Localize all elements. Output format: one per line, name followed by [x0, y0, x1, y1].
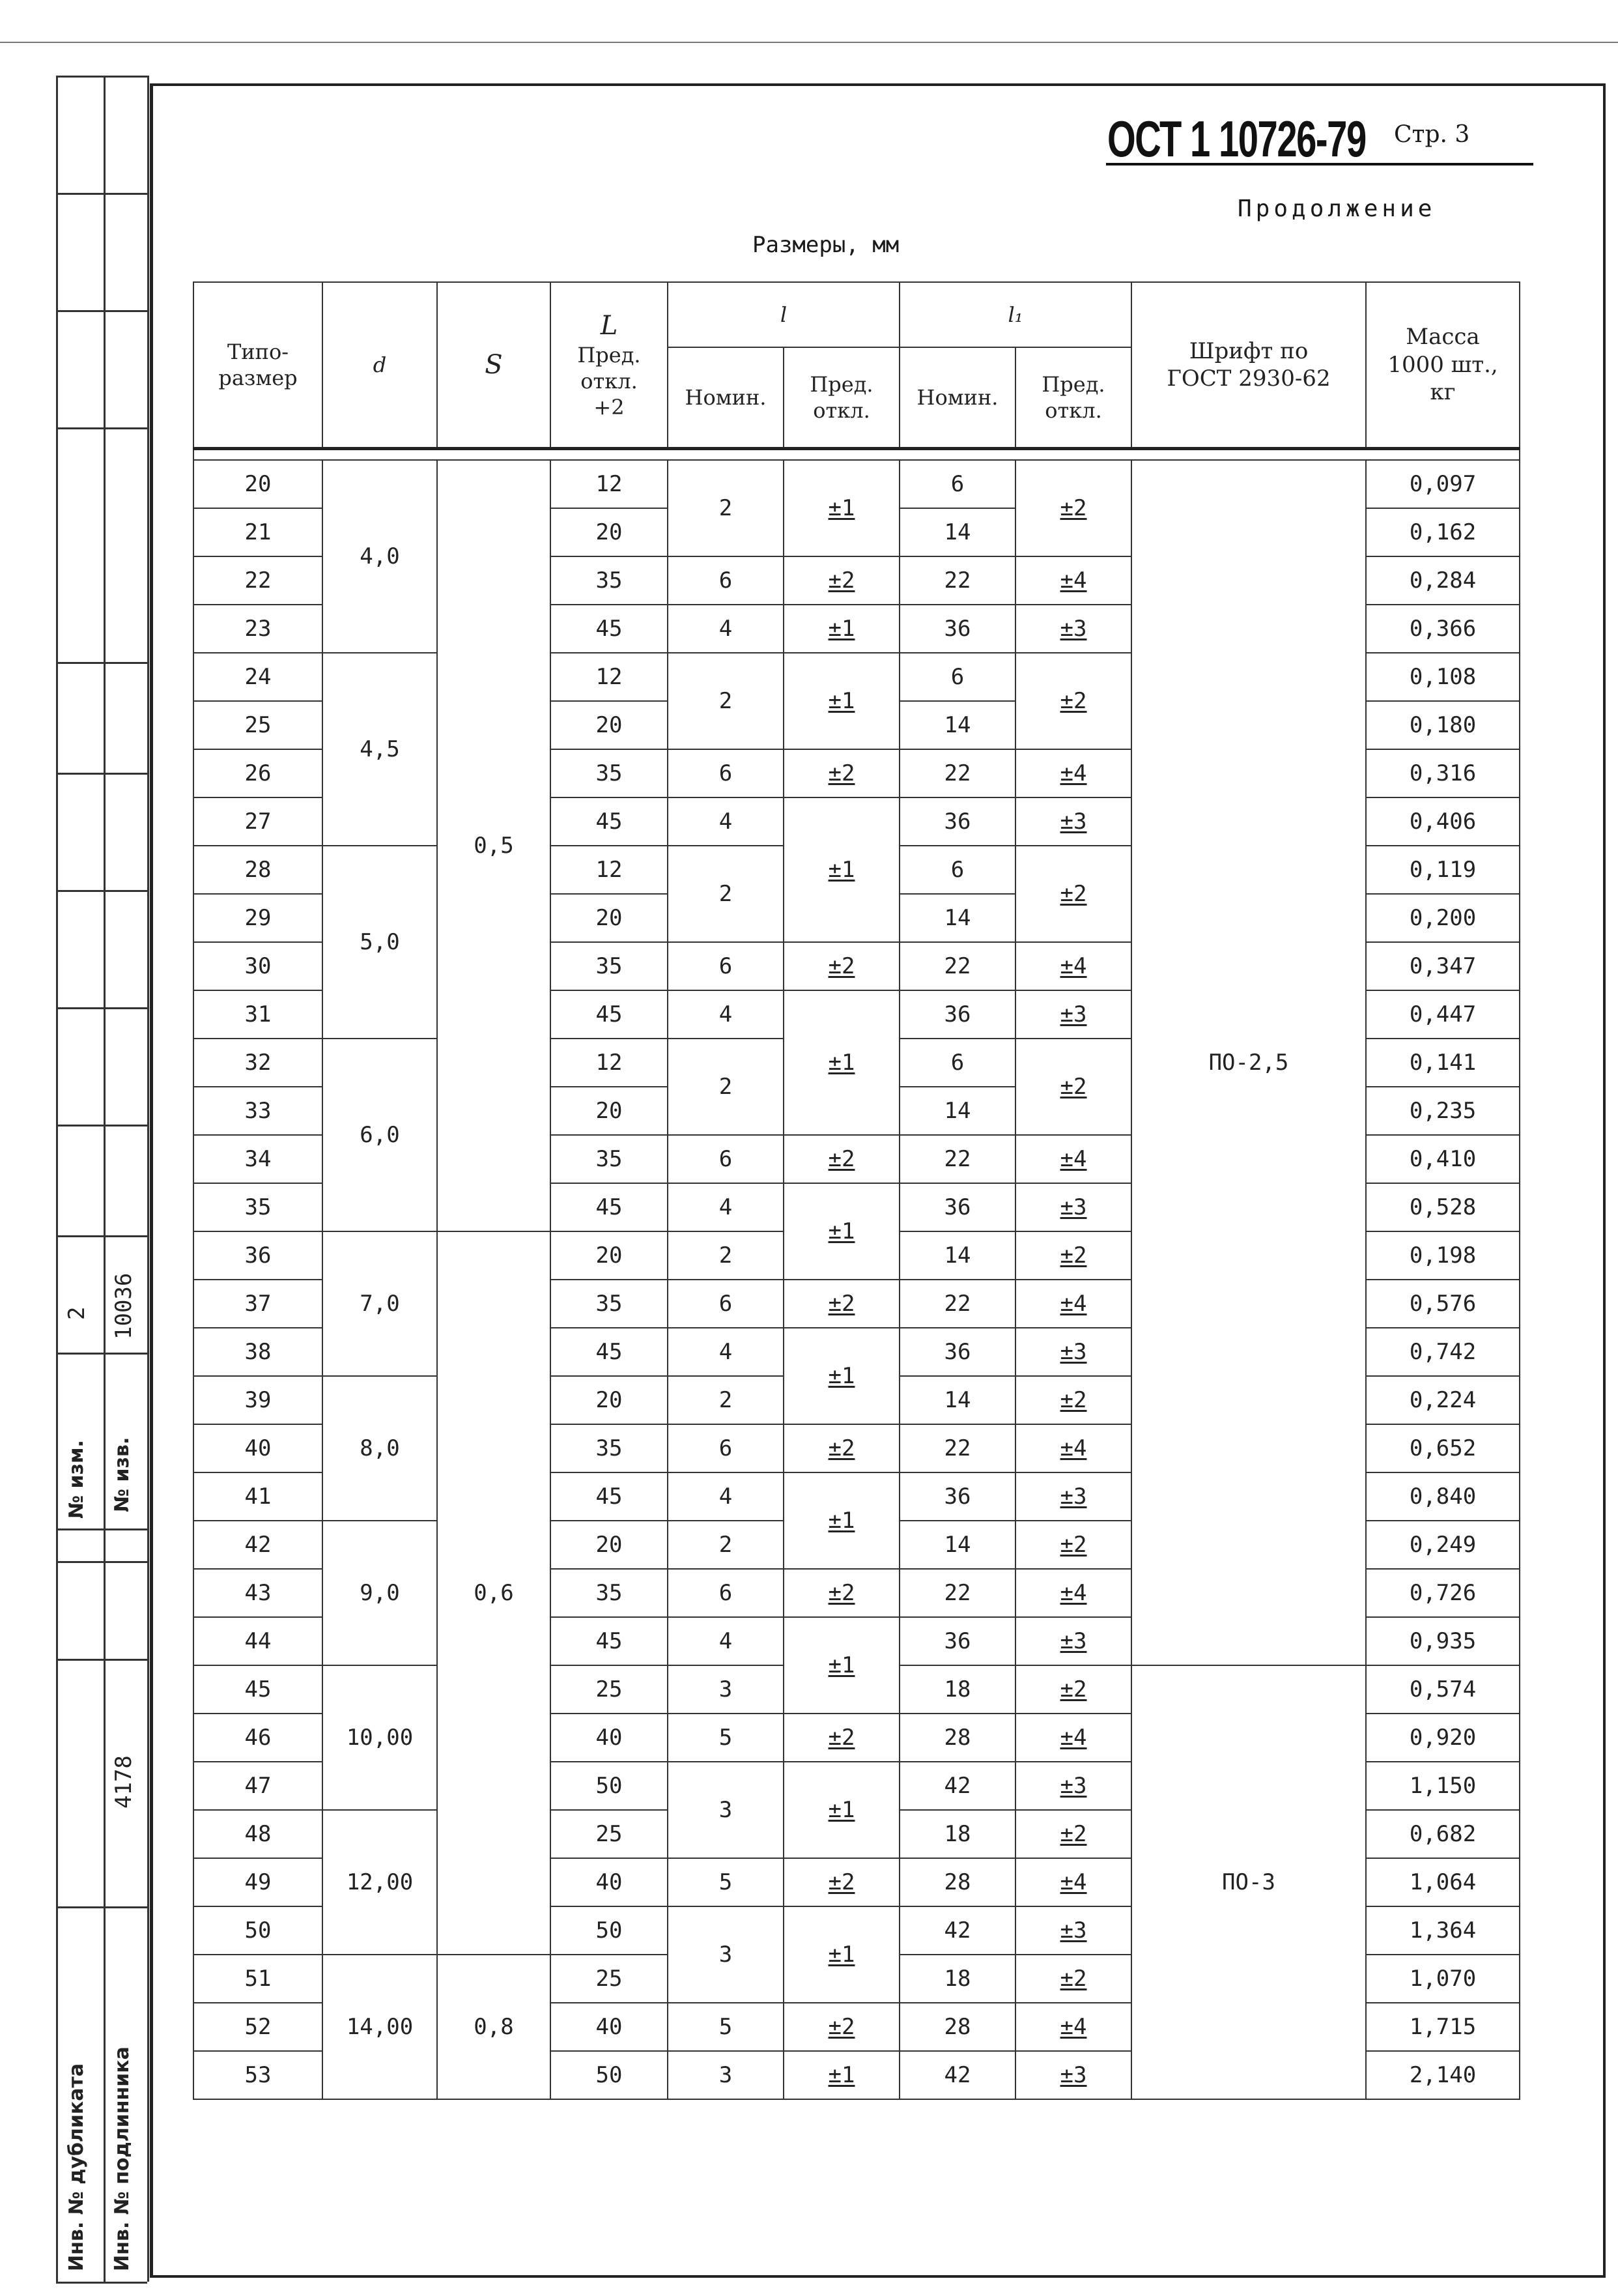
cell-type-size: 41 — [193, 1472, 322, 1521]
cell-l1-nominal: 14 — [900, 508, 1015, 556]
cell-l1-deviation: ±3 — [1015, 1762, 1131, 1810]
cell-l-nominal: 4 — [668, 1328, 784, 1376]
cell-type-size: 51 — [193, 1955, 322, 2003]
cell-l-nominal: 2 — [668, 460, 784, 556]
cell-l1-nominal: 28 — [900, 1858, 1015, 1906]
cell-L: 35 — [550, 1280, 668, 1328]
cell-l-deviation: ±2 — [784, 1424, 900, 1472]
notice-number: 10036 — [111, 1272, 137, 1340]
cell-l-deviation: ±2 — [784, 942, 900, 990]
cell-l1-nominal: 6 — [900, 653, 1015, 701]
cell-L: 35 — [550, 942, 668, 990]
cell-mass: 2,140 — [1366, 2051, 1520, 2099]
cell-L: 50 — [550, 1762, 668, 1810]
cell-type-size: 22 — [193, 556, 322, 605]
cell-L: 40 — [550, 2003, 668, 2051]
cell-mass: 0,347 — [1366, 942, 1520, 990]
cell-l1-nominal: 18 — [900, 1955, 1015, 2003]
cell-type-size: 39 — [193, 1376, 322, 1424]
cell-l-nominal: 4 — [668, 797, 784, 846]
cell-d: 14,00 — [322, 1955, 437, 2099]
cell-mass: 1,364 — [1366, 1906, 1520, 1955]
cell-l1-deviation: ±4 — [1015, 556, 1131, 605]
cell-l1-nominal: 28 — [900, 2003, 1015, 2051]
cell-d: 5,0 — [322, 846, 437, 1039]
cell-mass: 0,528 — [1366, 1183, 1520, 1231]
cell-l1-nominal: 36 — [900, 605, 1015, 653]
cell-d: 7,0 — [322, 1231, 437, 1376]
cell-L: 12 — [550, 846, 668, 894]
cell-l1-deviation: ±2 — [1015, 653, 1131, 749]
cell-d: 9,0 — [322, 1521, 437, 1665]
cell-l1-nominal: 6 — [900, 460, 1015, 508]
cell-l1-deviation: ±4 — [1015, 1714, 1131, 1762]
cell-l-deviation: ±1 — [784, 605, 900, 653]
cell-mass: 1,150 — [1366, 1762, 1520, 1810]
cell-l1-nominal: 14 — [900, 1376, 1015, 1424]
cell-mass: 0,840 — [1366, 1472, 1520, 1521]
cell-L: 20 — [550, 701, 668, 749]
cell-l-deviation: ±2 — [784, 2003, 900, 2051]
header-l1: l₁ — [900, 282, 1131, 347]
cell-l1-nominal: 18 — [900, 1810, 1015, 1858]
cell-l1-nominal: 22 — [900, 1280, 1015, 1328]
cell-l-nominal: 6 — [668, 556, 784, 605]
cell-l1-deviation: ±3 — [1015, 1617, 1131, 1665]
cell-mass: 0,284 — [1366, 556, 1520, 605]
cell-l-deviation: ±2 — [784, 1135, 900, 1183]
cell-type-size: 34 — [193, 1135, 322, 1183]
cell-type-size: 48 — [193, 1810, 322, 1858]
header-L-tolerance: Пред. откл. +2 — [577, 343, 641, 420]
cell-type-size: 25 — [193, 701, 322, 749]
cell-l-nominal: 6 — [668, 1280, 784, 1328]
sidebar-rule — [56, 193, 147, 195]
cell-type-size: 36 — [193, 1231, 322, 1280]
cell-s: 0,8 — [437, 1955, 550, 2099]
cell-l1-nominal: 14 — [900, 1521, 1015, 1569]
cell-l1-deviation: ±2 — [1015, 1810, 1131, 1858]
cell-mass: 0,935 — [1366, 1617, 1520, 1665]
cell-L: 50 — [550, 1906, 668, 1955]
change-number: 2 — [64, 1306, 90, 1320]
duplicate-inventory-label: Инв. № дубликата — [65, 2063, 88, 2271]
cell-L: 20 — [550, 508, 668, 556]
cell-L: 45 — [550, 1183, 668, 1231]
cell-l-deviation: ±1 — [784, 1472, 900, 1569]
cell-L: 20 — [550, 894, 668, 942]
sidebar-column-2 — [102, 76, 149, 2282]
cell-type-size: 28 — [193, 846, 322, 894]
sidebar-rule — [56, 1561, 147, 1563]
cell-l1-nominal: 36 — [900, 990, 1015, 1039]
cell-L: 12 — [550, 653, 668, 701]
cell-type-size: 35 — [193, 1183, 322, 1231]
continuation-label: Продолжение — [1238, 195, 1436, 222]
cell-l1-deviation: ±4 — [1015, 1569, 1131, 1617]
cell-l1-nominal: 22 — [900, 942, 1015, 990]
sidebar-rule — [56, 773, 147, 775]
cell-l1-deviation: ±4 — [1015, 749, 1131, 797]
cell-l-deviation: ±1 — [784, 1906, 900, 2003]
cell-L: 12 — [550, 460, 668, 508]
table-row — [193, 460, 1520, 508]
cell-type-size: 44 — [193, 1617, 322, 1665]
archive-sidebar — [56, 76, 147, 2282]
cell-type-size: 52 — [193, 2003, 322, 2051]
cell-l1-deviation: ±3 — [1015, 605, 1131, 653]
cell-l-deviation: ±2 — [784, 1569, 900, 1617]
cell-l1-deviation: ±2 — [1015, 1039, 1131, 1135]
cell-L: 35 — [550, 1424, 668, 1472]
cell-l1-deviation: ±3 — [1015, 1906, 1131, 1955]
cell-l-nominal: 2 — [668, 1231, 784, 1280]
document-code: ОСТ 1 10726-79 — [1107, 110, 1366, 167]
cell-l-nominal: 3 — [668, 1762, 784, 1858]
cell-mass: 0,652 — [1366, 1424, 1520, 1472]
cell-l1-deviation: ±2 — [1015, 1665, 1131, 1714]
cell-l-deviation: ±1 — [784, 653, 900, 749]
sidebar-rule — [56, 1007, 147, 1009]
cell-L: 35 — [550, 556, 668, 605]
cell-L: 35 — [550, 1135, 668, 1183]
cell-l-deviation: ±1 — [784, 2051, 900, 2099]
cell-type-size: 38 — [193, 1328, 322, 1376]
cell-L: 45 — [550, 990, 668, 1039]
cell-mass: 1,070 — [1366, 1955, 1520, 2003]
cell-l-nominal: 4 — [668, 1472, 784, 1521]
header-font: Шрифт по ГОСТ 2930-62 — [1131, 282, 1366, 449]
cell-mass: 0,410 — [1366, 1135, 1520, 1183]
cell-l-nominal: 4 — [668, 605, 784, 653]
cell-type-size: 40 — [193, 1424, 322, 1472]
cell-l-deviation: ±2 — [784, 749, 900, 797]
cell-mass: 0,108 — [1366, 653, 1520, 701]
cell-l-nominal: 3 — [668, 1665, 784, 1714]
header-separator — [193, 449, 1520, 461]
cell-mass: 0,200 — [1366, 894, 1520, 942]
cell-type-size: 42 — [193, 1521, 322, 1569]
header-l1-deviation: Пред. откл. — [1015, 347, 1131, 449]
scan-top-rule — [0, 42, 1618, 43]
cell-s: 0,5 — [437, 460, 550, 1231]
cell-type-size: 45 — [193, 1665, 322, 1714]
cell-l1-nominal: 36 — [900, 1328, 1015, 1376]
cell-font: ПО-3 — [1131, 1665, 1366, 2099]
cell-l-nominal: 2 — [668, 1521, 784, 1569]
cell-l1-nominal: 18 — [900, 1665, 1015, 1714]
cell-l-deviation: ±1 — [784, 460, 900, 556]
cell-l-nominal: 2 — [668, 1039, 784, 1135]
cell-type-size: 53 — [193, 2051, 322, 2099]
cell-type-size: 49 — [193, 1858, 322, 1906]
cell-l1-deviation: ±2 — [1015, 1955, 1131, 2003]
cell-l-nominal: 2 — [668, 653, 784, 749]
cell-type-size: 24 — [193, 653, 322, 701]
page-number: Стр. 3 — [1394, 121, 1470, 148]
original-inventory-label: Инв. № подлинника — [111, 2046, 134, 2271]
header-type-size: Типо- размер — [193, 282, 322, 449]
cell-l-deviation: ±2 — [784, 1714, 900, 1762]
cell-d: 12,00 — [322, 1810, 437, 1955]
cell-type-size: 26 — [193, 749, 322, 797]
sidebar-rule — [56, 76, 147, 78]
cell-l-deviation: ±2 — [784, 1280, 900, 1328]
cell-l1-deviation: ±4 — [1015, 942, 1131, 990]
cell-l-deviation: ±2 — [784, 556, 900, 605]
cell-mass: 0,141 — [1366, 1039, 1520, 1087]
cell-l1-nominal: 14 — [900, 1231, 1015, 1280]
cell-type-size: 46 — [193, 1714, 322, 1762]
cell-L: 40 — [550, 1858, 668, 1906]
cell-l1-nominal: 36 — [900, 1183, 1015, 1231]
cell-l1-nominal: 14 — [900, 894, 1015, 942]
cell-L: 25 — [550, 1810, 668, 1858]
dimensions-caption: Размеры, мм — [752, 232, 900, 258]
cell-L: 40 — [550, 1714, 668, 1762]
cell-l1-deviation: ±3 — [1015, 990, 1131, 1039]
cell-mass: 0,920 — [1366, 1714, 1520, 1762]
cell-type-size: 30 — [193, 942, 322, 990]
cell-mass: 1,064 — [1366, 1858, 1520, 1906]
cell-l1-deviation: ±3 — [1015, 1183, 1131, 1231]
cell-l-nominal: 4 — [668, 1183, 784, 1231]
cell-mass: 0,366 — [1366, 605, 1520, 653]
cell-mass: 0,162 — [1366, 508, 1520, 556]
cell-L: 45 — [550, 1472, 668, 1521]
cell-type-size: 33 — [193, 1087, 322, 1135]
cell-l-nominal: 6 — [668, 749, 784, 797]
cell-L: 35 — [550, 1569, 668, 1617]
cell-l1-nominal: 6 — [900, 1039, 1015, 1087]
sidebar-rule — [56, 890, 147, 892]
sidebar-rule — [56, 310, 147, 312]
cell-l-nominal: 5 — [668, 2003, 784, 2051]
cell-l1-deviation: ±4 — [1015, 1135, 1131, 1183]
cell-type-size: 37 — [193, 1280, 322, 1328]
cell-l-deviation: ±1 — [784, 1762, 900, 1858]
cell-l-nominal: 6 — [668, 1569, 784, 1617]
cell-l1-nominal: 42 — [900, 2051, 1015, 2099]
cell-mass: 0,574 — [1366, 1665, 1520, 1714]
cell-l1-deviation: ±2 — [1015, 1521, 1131, 1569]
header-s: S — [437, 282, 550, 449]
cell-type-size: 21 — [193, 508, 322, 556]
cell-l-deviation: ±1 — [784, 1183, 900, 1280]
cell-l-nominal: 2 — [668, 846, 784, 942]
cell-L: 45 — [550, 1617, 668, 1665]
cell-l1-nominal: 22 — [900, 1569, 1015, 1617]
cell-type-size: 29 — [193, 894, 322, 942]
cell-L: 45 — [550, 1328, 668, 1376]
cell-L: 20 — [550, 1231, 668, 1280]
cell-type-size: 20 — [193, 460, 322, 508]
cell-l-deviation: ±1 — [784, 1617, 900, 1714]
cell-l1-deviation: ±3 — [1015, 2051, 1131, 2099]
cell-l1-nominal: 42 — [900, 1906, 1015, 1955]
original-inventory-number: 4178 — [111, 1755, 137, 1809]
cell-mass: 0,316 — [1366, 749, 1520, 797]
cell-l-deviation: ±2 — [784, 1858, 900, 1906]
cell-l-nominal: 3 — [668, 2051, 784, 2099]
sidebar-rule — [56, 1353, 147, 1355]
header-l: l — [668, 282, 900, 347]
cell-d: 6,0 — [322, 1039, 437, 1231]
cell-L: 12 — [550, 1039, 668, 1087]
cell-type-size: 50 — [193, 1906, 322, 1955]
cell-l-deviation: ±1 — [784, 1328, 900, 1424]
cell-l1-deviation: ±4 — [1015, 1858, 1131, 1906]
cell-l-nominal: 5 — [668, 1858, 784, 1906]
sidebar-rule — [56, 427, 147, 429]
header-L-symbol: L — [600, 311, 618, 341]
cell-l1-deviation: ±3 — [1015, 1472, 1131, 1521]
cell-l1-deviation: ±3 — [1015, 797, 1131, 846]
cell-mass: 0,447 — [1366, 990, 1520, 1039]
header-l1-nominal: Номин. — [900, 347, 1015, 449]
cell-l1-nominal: 22 — [900, 1135, 1015, 1183]
cell-l1-nominal: 42 — [900, 1762, 1015, 1810]
cell-l1-nominal: 22 — [900, 556, 1015, 605]
notice-number-label: № изв. — [111, 1437, 134, 1512]
cell-l1-nominal: 6 — [900, 846, 1015, 894]
cell-type-size: 47 — [193, 1762, 322, 1810]
cell-mass: 0,726 — [1366, 1569, 1520, 1617]
cell-l1-deviation: ±4 — [1015, 1280, 1131, 1328]
header-L — [550, 282, 668, 449]
cell-l1-deviation: ±2 — [1015, 1376, 1131, 1424]
cell-type-size: 31 — [193, 990, 322, 1039]
cell-L: 45 — [550, 605, 668, 653]
cell-l-deviation: ±1 — [784, 797, 900, 942]
cell-mass: 0,682 — [1366, 1810, 1520, 1858]
cell-l1-nominal: 28 — [900, 1714, 1015, 1762]
cell-d: 8,0 — [322, 1376, 437, 1521]
cell-l1-nominal: 14 — [900, 1087, 1015, 1135]
cell-l1-nominal: 36 — [900, 1617, 1015, 1665]
cell-l1-nominal: 22 — [900, 749, 1015, 797]
header-mass: Масса 1000 шт., кг — [1366, 282, 1520, 449]
cell-l-nominal: 4 — [668, 990, 784, 1039]
sidebar-column-1 — [56, 76, 106, 2282]
cell-l1-deviation: ±2 — [1015, 460, 1131, 556]
cell-mass: 0,235 — [1366, 1087, 1520, 1135]
header-separator-cell — [193, 449, 1520, 461]
cell-l-nominal: 5 — [668, 1714, 784, 1762]
sidebar-rule — [56, 1528, 147, 1530]
cell-mass: 0,224 — [1366, 1376, 1520, 1424]
cell-mass: 0,198 — [1366, 1231, 1520, 1280]
cell-l-nominal: 4 — [668, 1617, 784, 1665]
cell-l-deviation: ±1 — [784, 990, 900, 1135]
cell-mass: 0,742 — [1366, 1328, 1520, 1376]
cell-l-nominal: 6 — [668, 1135, 784, 1183]
header-l-deviation: Пред. откл. — [784, 347, 900, 449]
change-number-label: № изм. — [65, 1440, 88, 1519]
cell-type-size: 27 — [193, 797, 322, 846]
cell-mass: 0,576 — [1366, 1280, 1520, 1328]
cell-mass: 0,249 — [1366, 1521, 1520, 1569]
cell-type-size: 32 — [193, 1039, 322, 1087]
cell-mass: 0,119 — [1366, 846, 1520, 894]
cell-l1-deviation: ±4 — [1015, 2003, 1131, 2051]
cell-l1-deviation: ±4 — [1015, 1424, 1131, 1472]
sidebar-rule — [56, 662, 147, 664]
header-d: d — [322, 282, 437, 449]
cell-L: 25 — [550, 1665, 668, 1714]
cell-s: 0,6 — [437, 1231, 550, 1955]
cell-L: 25 — [550, 1955, 668, 2003]
cell-d: 4,0 — [322, 460, 437, 653]
sidebar-rule — [56, 1906, 147, 1908]
cell-L: 50 — [550, 2051, 668, 2099]
sidebar-rule — [56, 2282, 147, 2284]
cell-L: 45 — [550, 797, 668, 846]
cell-d: 10,00 — [322, 1665, 437, 1810]
cell-type-size: 23 — [193, 605, 322, 653]
cell-l-nominal: 2 — [668, 1376, 784, 1424]
cell-type-size: 43 — [193, 1569, 322, 1617]
cell-d: 4,5 — [322, 653, 437, 846]
cell-L: 20 — [550, 1087, 668, 1135]
cell-l-nominal: 6 — [668, 942, 784, 990]
cell-l1-nominal: 22 — [900, 1424, 1015, 1472]
cell-L: 35 — [550, 749, 668, 797]
cell-mass: 0,097 — [1366, 460, 1520, 508]
cell-L: 20 — [550, 1521, 668, 1569]
cell-l1-deviation: ±2 — [1015, 846, 1131, 942]
header-l-nominal: Номин. — [668, 347, 784, 449]
cell-font: ПО-2,5 — [1131, 460, 1366, 1665]
sidebar-rule — [56, 1125, 147, 1126]
cell-l-nominal: 3 — [668, 1906, 784, 2003]
dimensions-table — [193, 281, 1520, 2100]
sidebar-rule — [56, 1235, 147, 1237]
document-code-underline — [1106, 163, 1533, 165]
cell-l1-nominal: 36 — [900, 1472, 1015, 1521]
cell-l1-deviation: ±2 — [1015, 1231, 1131, 1280]
cell-mass: 0,180 — [1366, 701, 1520, 749]
cell-l1-nominal: 14 — [900, 701, 1015, 749]
cell-mass: 1,715 — [1366, 2003, 1520, 2051]
cell-l1-deviation: ±3 — [1015, 1328, 1131, 1376]
cell-l-nominal: 6 — [668, 1424, 784, 1472]
cell-mass: 0,406 — [1366, 797, 1520, 846]
sidebar-rule — [56, 1659, 147, 1661]
cell-L: 20 — [550, 1376, 668, 1424]
cell-l1-nominal: 36 — [900, 797, 1015, 846]
